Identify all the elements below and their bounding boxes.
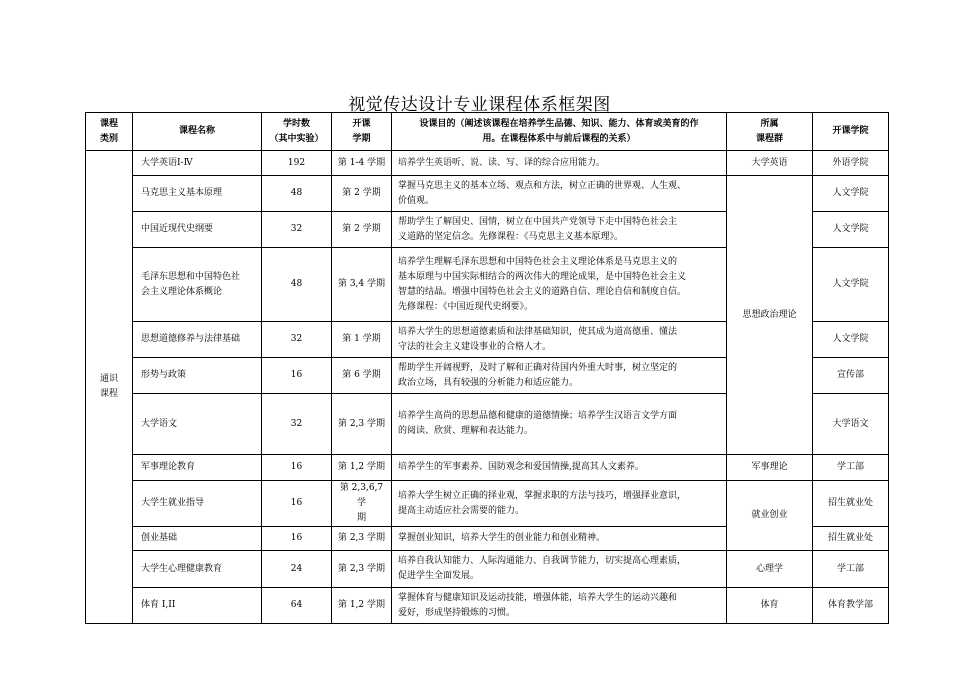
course-hours: 16 xyxy=(262,527,332,551)
course-term: 第 1,2 学期 xyxy=(332,588,392,624)
course-hours: 16 xyxy=(262,358,332,394)
course-term: 第 2,3 学期 xyxy=(332,527,392,551)
course-college: 人文学院 xyxy=(813,176,889,212)
page-title: 视觉传达设计专业课程体系框架图 xyxy=(348,95,611,115)
course-group: 军事理论 xyxy=(727,455,813,481)
course-hours: 64 xyxy=(262,588,332,624)
course-goal: 培养学生理解毛泽东思想和中国特色社会主义理论体系是马克思主义的 基本原理与中国实际相结合的两次伟大的理论成果，是中国特色社会主义 智慧的结晶。增强中国特色社会主义的道路自信、理论自信和制度自信。 先修课程：《中国近现代史纲要》。 xyxy=(392,248,727,322)
course-goal: 培养大学生树立正确的择业观，掌握求职的方法与技巧，增强择业意识， 提高主动适应社会需要的能力。 xyxy=(392,481,727,527)
table-row xyxy=(86,551,889,588)
table-row xyxy=(86,151,889,176)
course-goal: 培养学生的军事素养、国防观念和爱国情操,提高其人文素养。 xyxy=(392,455,727,481)
course-college: 人文学院 xyxy=(813,248,889,322)
course-table xyxy=(85,112,889,624)
table-row xyxy=(86,455,889,481)
course-hours: 24 xyxy=(262,551,332,588)
course-term: 第 3,4 学期 xyxy=(332,248,392,322)
course-term: 第 1-4 学期 xyxy=(332,151,392,176)
course-hours: 32 xyxy=(262,394,332,455)
course-goal: 培养学生英语听、说、读、写、译的综合应用能力。 xyxy=(392,151,727,176)
course-college: 外语学院 xyxy=(813,151,889,176)
course-name: 马克思主义基本原理 xyxy=(133,176,262,212)
course-group: 心理学 xyxy=(727,551,813,588)
course-college: 招生就业处 xyxy=(813,481,889,527)
course-name: 思想道德修养与法律基础 xyxy=(133,322,262,358)
category-cell: 通识 课程 xyxy=(86,151,133,624)
course-term: 第 2 学期 xyxy=(332,176,392,212)
course-goal: 培养自我认知能力、人际沟通能力、自我调节能力，切实提高心理素质， 促进学生全面发展。 xyxy=(392,551,727,588)
course-college: 人文学院 xyxy=(813,212,889,248)
header-term: 开课 学期 xyxy=(332,113,392,151)
course-college: 学工部 xyxy=(813,455,889,481)
table-row xyxy=(86,176,889,212)
course-term: 第 2,3,6,7 学 期 xyxy=(332,481,392,527)
course-goal: 帮助学生了解国史、国情，树立在中国共产党领导下走中国特色社会主 义道路的坚定信念。先修课程：《马克思主义基本原理》。 xyxy=(392,212,727,248)
header-category: 课程 类别 xyxy=(86,113,133,151)
course-name: 中国近现代史纲要 xyxy=(133,212,262,248)
course-group: 思想政治理论 xyxy=(727,176,813,455)
course-college: 人文学院 xyxy=(813,322,889,358)
course-hours: 16 xyxy=(262,455,332,481)
course-term: 第 1 学期 xyxy=(332,322,392,358)
course-name: 形势与政策 xyxy=(133,358,262,394)
course-term: 第 2,3 学期 xyxy=(332,394,392,455)
header-group: 所属 课程群 xyxy=(727,113,813,151)
course-hours: 32 xyxy=(262,322,332,358)
course-college: 宣传部 xyxy=(813,358,889,394)
course-goal: 掌握体育与健康知识及运动技能，增强体能，培养大学生的运动兴趣和 爱好，形成坚持锻炼的习惯。 xyxy=(392,588,727,624)
course-college: 学工部 xyxy=(813,551,889,588)
course-group: 大学语文 xyxy=(813,394,889,455)
course-goal: 培养大学生的思想道德素质和法律基础知识，使其成为道高德重、懂法 守法的社会主义建设事业的合格人才。 xyxy=(392,322,727,358)
course-group: 大学英语 xyxy=(727,151,813,176)
course-college: 招生就业处 xyxy=(813,527,889,551)
course-name: 创业基础 xyxy=(133,527,262,551)
course-name: 大学语文 xyxy=(133,394,262,455)
header-row xyxy=(86,113,889,151)
course-group: 体育 xyxy=(727,588,813,624)
course-goal: 帮助学生开阔视野，及时了解和正确对待国内外重大时事，树立坚定的 政治立场，具有较强的分析能力和适应能力。 xyxy=(392,358,727,394)
header-hours: 学时数 （其中实验） xyxy=(262,113,332,151)
course-college: 体育教学部 xyxy=(813,588,889,624)
course-name: 大学生就业指导 xyxy=(133,481,262,527)
course-term: 第 2 学期 xyxy=(332,212,392,248)
course-hours: 32 xyxy=(262,212,332,248)
course-name: 大学生心理健康教育 xyxy=(133,551,262,588)
header-goal: 设课目的（阐述该课程在培养学生品德、知识、能力、体育或美育的作 用。在课程体系中与前后课程的关系） xyxy=(392,113,727,151)
table-row xyxy=(86,588,889,624)
course-hours: 16 xyxy=(262,481,332,527)
header-name: 课程名称 xyxy=(133,113,262,151)
course-term: 第 6 学期 xyxy=(332,358,392,394)
course-term: 第 1,2 学期 xyxy=(332,455,392,481)
table-row xyxy=(86,481,889,527)
course-hours: 48 xyxy=(262,176,332,212)
course-name: 军事理论教育 xyxy=(133,455,262,481)
header-college: 开课学院 xyxy=(813,113,889,151)
course-name: 大学英语Ⅰ-Ⅳ xyxy=(133,151,262,176)
course-hours: 192 xyxy=(262,151,332,176)
course-name: 毛泽东思想和中国特色社 会主义理论体系概论 xyxy=(133,248,262,322)
course-goal: 掌握创业知识，培养大学生的创业能力和创业精神。 xyxy=(392,527,727,551)
course-group: 就业创业 xyxy=(727,481,813,551)
course-term: 第 2,3 学期 xyxy=(332,551,392,588)
course-name: 体育 I,II xyxy=(133,588,262,624)
course-goal: 培养学生高尚的思想品德和健康的道德情操；培养学生汉语言文学方面 的阅读、欣赏、理解和表达能力。 xyxy=(392,394,727,455)
course-goal: 掌握马克思主义的基本立场、观点和方法，树立正确的世界观、人生观、 价值观。 xyxy=(392,176,727,212)
course-hours: 48 xyxy=(262,248,332,322)
